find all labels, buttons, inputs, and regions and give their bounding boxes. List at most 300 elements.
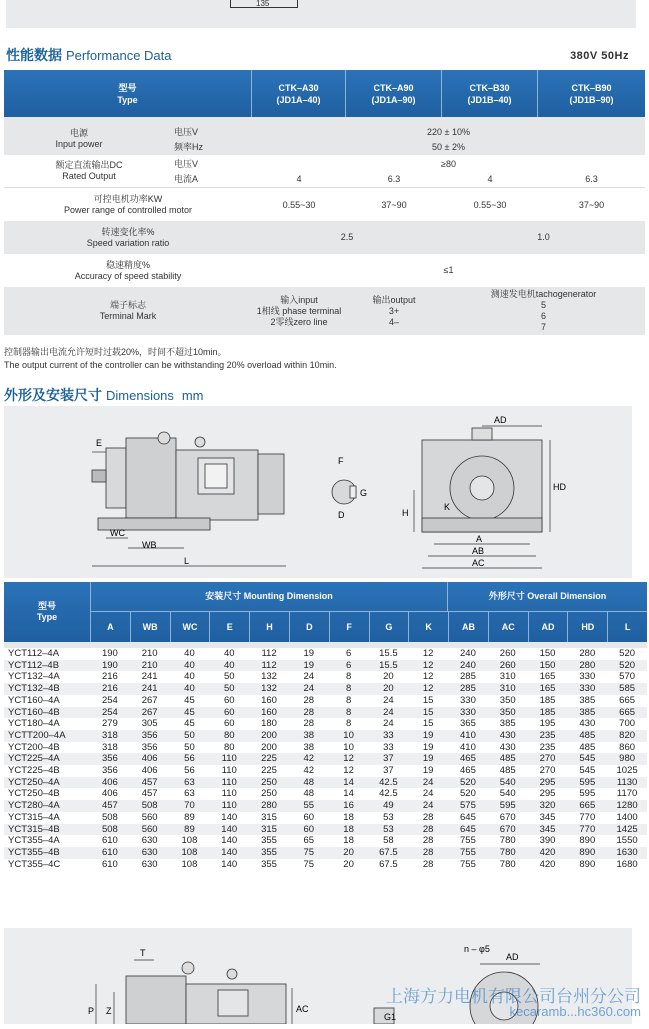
type-cell: YCT112–4B xyxy=(8,659,60,671)
value-cell-wc: 40 xyxy=(184,648,195,659)
model-header-4 xyxy=(538,70,645,117)
model-sub: (JD1B–40) xyxy=(467,94,512,105)
label-K: K xyxy=(444,502,451,512)
value-cell-wc: 40 xyxy=(184,683,195,695)
value-cell-ad: 165 xyxy=(539,683,556,695)
label-AB: AB xyxy=(472,546,485,556)
value-cell-d: 38 xyxy=(303,741,315,753)
dimensions-section-title xyxy=(4,385,203,405)
value-cell-hd: 890 xyxy=(579,858,596,870)
value-cell-l: 1170 xyxy=(616,788,638,800)
overload-note-en: The output current of the controller can be withstanding 20% overload within 10min. xyxy=(4,360,337,370)
row-power-range xyxy=(4,187,645,221)
watermark-company: 上海方力电机有限公司台州分公司 xyxy=(386,987,641,1007)
value-cell-l: 1130 xyxy=(616,776,638,788)
value-cell-f: 18 xyxy=(343,823,354,835)
value-cell-ab: 755 xyxy=(460,846,476,858)
value-cell-hd: 330 xyxy=(579,683,596,695)
table-row xyxy=(4,812,647,824)
label-cn: 转速变化率% xyxy=(101,226,155,237)
label-cn: 额定直流输出DC xyxy=(55,160,123,170)
value-cell-e: 110 xyxy=(221,800,237,812)
label-G: G xyxy=(360,488,368,498)
value-cell-wb: 457 xyxy=(141,788,158,800)
value-cell-l: 665 xyxy=(619,694,636,706)
performance-title-cn: 性能数据 xyxy=(6,47,62,63)
value-cell-d: 19 xyxy=(303,648,315,659)
value-cell-a: 254 xyxy=(101,694,118,706)
value-cell-ac: 485 xyxy=(499,765,516,776)
value-cell-h: 315 xyxy=(261,811,277,823)
value-cell-ad: 195 xyxy=(539,718,556,730)
model-header-1 xyxy=(252,70,346,117)
type-header-en: Type xyxy=(36,612,58,622)
value-cell-g: 24 xyxy=(383,706,394,718)
type-header-cn: 型号 xyxy=(118,82,137,93)
value-cell-g: 67.5 xyxy=(379,858,398,870)
type-cell: YCT315–4A xyxy=(8,811,60,823)
label-H: H xyxy=(402,508,409,518)
value-cell-ab: 410 xyxy=(460,741,476,753)
value-cell-ab: 645 xyxy=(460,811,476,823)
value-cell-k: 28 xyxy=(422,835,434,847)
column-header-e: E xyxy=(209,612,249,642)
value-cell-wc: 45 xyxy=(184,694,195,706)
output-current-value: 6.3 xyxy=(387,173,401,184)
terminal-input-line2: 2零线zero line xyxy=(270,316,328,327)
value-cell-ac: 780 xyxy=(499,835,516,847)
mounting-dimension-header: 安装尺寸 Mounting Dimension xyxy=(90,582,447,612)
table-row xyxy=(4,753,647,765)
value-cell-d: 65 xyxy=(303,835,315,847)
value-cell-e: 110 xyxy=(221,776,237,788)
value-cell-ab: 645 xyxy=(460,823,476,835)
model-sub: (JD1A–40) xyxy=(276,94,321,105)
value-cell-h: 200 xyxy=(261,741,277,753)
value-cell-ad: 320 xyxy=(539,800,556,812)
terminal-tacho-6: 6 xyxy=(540,311,546,321)
value-cell-ab: 410 xyxy=(460,729,476,741)
terminal-output xyxy=(346,287,442,335)
value-cell-g: 20 xyxy=(383,683,394,695)
value-cell-ac: 350 xyxy=(499,694,516,706)
value-cell-g: 37 xyxy=(383,753,394,765)
value-cell-a: 406 xyxy=(101,776,118,788)
value-cell-hd: 385 xyxy=(579,706,596,718)
value-cell-wb: 241 xyxy=(141,671,158,683)
value-cell-h: 225 xyxy=(261,765,277,776)
value-cell-k: 12 xyxy=(422,648,434,659)
type-cell: YCT355–4C xyxy=(8,858,61,870)
value-cell-h: 250 xyxy=(261,788,277,800)
table-row xyxy=(4,695,647,707)
value-cell-hd: 595 xyxy=(579,788,596,800)
value-cell-l: 1630 xyxy=(616,846,638,858)
value-cell-e: 140 xyxy=(221,835,238,847)
value-cell-wc: 56 xyxy=(184,753,195,765)
value-cell-ab: 240 xyxy=(460,659,476,671)
value-cell-wc: 56 xyxy=(184,765,195,776)
shaft-detail xyxy=(332,480,356,504)
value-cell-e: 60 xyxy=(223,694,235,706)
value-cell-wb: 457 xyxy=(141,776,158,788)
model-header-2 xyxy=(346,70,442,117)
value-cell-f: 8 xyxy=(345,683,352,695)
value-cell-wb: 210 xyxy=(141,659,158,671)
value-cell-wc: 108 xyxy=(181,846,198,858)
value-cell-ac: 540 xyxy=(499,788,516,800)
type-cell: YCT225–4B xyxy=(8,765,60,776)
model-name: CTK–A30 xyxy=(278,82,319,93)
value-cell-l: 1550 xyxy=(616,835,638,847)
value-cell-k: 19 xyxy=(422,753,434,765)
value-cell-a: 216 xyxy=(101,671,118,683)
value-cell-wc: 89 xyxy=(184,823,195,835)
table-row xyxy=(4,660,647,672)
power-range-label xyxy=(4,188,252,222)
terminal-tacho-title: 测速发电机tachogenerator xyxy=(490,289,597,299)
value-cell-wc: 63 xyxy=(184,788,195,800)
value-cell-wc: 89 xyxy=(184,811,195,823)
value-cell-ab: 330 xyxy=(460,694,476,706)
type-cell: YCT160–4A xyxy=(8,694,60,706)
value-cell-hd: 665 xyxy=(579,800,596,812)
value-cell-f: 8 xyxy=(345,694,352,706)
value-cell-a: 318 xyxy=(101,741,118,753)
terminal-output-line1: 3+ xyxy=(388,305,400,316)
table-row xyxy=(4,835,647,847)
table-row xyxy=(4,824,647,836)
value-cell-ab: 520 xyxy=(460,788,476,800)
speed-ratio-value-a: 2.5 xyxy=(340,232,354,242)
power-range-value: 37~90 xyxy=(381,199,407,210)
value-cell-wb: 406 xyxy=(141,765,158,776)
motor-end-view xyxy=(422,428,542,532)
value-cell-wb: 406 xyxy=(141,753,158,765)
column-header-wb: WB xyxy=(130,612,170,642)
label-en: Input power xyxy=(55,139,103,149)
motor-side-view xyxy=(92,432,284,530)
column-header-hd: HD xyxy=(567,612,607,642)
value-cell-wb: 241 xyxy=(141,683,158,695)
value-cell-ab: 575 xyxy=(460,800,476,812)
table-row xyxy=(4,859,647,871)
value-cell-hd: 595 xyxy=(579,776,596,788)
value-cell-hd: 430 xyxy=(579,718,596,730)
value-cell-k: 28 xyxy=(422,823,434,835)
value-cell-wc: 45 xyxy=(184,706,195,718)
value-cell-wc: 108 xyxy=(181,835,198,847)
value-cell-k: 15 xyxy=(422,706,434,718)
value-cell-wb: 356 xyxy=(141,741,158,753)
value-cell-wc: 63 xyxy=(184,776,195,788)
table-row xyxy=(4,777,647,789)
table-row xyxy=(4,671,647,683)
row-input-power xyxy=(4,123,645,155)
model-header-3 xyxy=(442,70,538,117)
value-cell-wb: 560 xyxy=(141,823,158,835)
value-cell-ac: 780 xyxy=(499,858,516,870)
value-cell-a: 190 xyxy=(101,659,118,671)
value-cell-g: 15.5 xyxy=(379,659,398,671)
value-cell-k: 19 xyxy=(422,729,434,741)
value-cell-ac: 670 xyxy=(499,823,516,835)
input-voltage-value: 220 ± 10% xyxy=(427,126,470,137)
value-cell-wc: 45 xyxy=(184,718,195,730)
value-cell-hd: 545 xyxy=(579,753,596,765)
value-cell-hd: 485 xyxy=(579,729,596,741)
value-cell-hd: 330 xyxy=(579,671,596,683)
output-current-value: 4 xyxy=(296,173,302,184)
value-cell-f: 16 xyxy=(343,800,354,812)
value-cell-k: 12 xyxy=(422,659,434,671)
value-cell-k: 19 xyxy=(422,741,434,753)
label-AC: AC xyxy=(472,558,485,568)
terminal-tacho-5: 5 xyxy=(540,300,546,310)
terminal-output-title: 输出output xyxy=(372,294,416,305)
label-en: Rated Output xyxy=(62,171,116,181)
table-row xyxy=(4,765,647,777)
top-drawing-panel xyxy=(6,0,636,28)
input-freq-label: 频率Hz xyxy=(174,141,203,152)
type-cell: YCT200–4B xyxy=(8,741,60,753)
value-cell-k: 15 xyxy=(422,718,434,730)
value-cell-e: 80 xyxy=(223,729,235,741)
label-en: Power range of controlled motor xyxy=(63,205,193,215)
type-cell: YCT180–4A xyxy=(8,718,60,730)
type-cell: YCT355–4A xyxy=(8,835,60,847)
value-cell-h: 200 xyxy=(261,729,277,741)
value-cell-h: 355 xyxy=(261,835,277,847)
terminal-tacho xyxy=(442,287,645,335)
value-cell-g: 53 xyxy=(383,811,394,823)
dimensions-table-header xyxy=(4,582,647,642)
column-header-h: H xyxy=(249,612,289,642)
value-cell-wb: 630 xyxy=(141,835,158,847)
value-cell-wb: 267 xyxy=(141,706,158,718)
value-cell-e: 140 xyxy=(221,858,238,870)
label-cn: 端子标志 xyxy=(109,300,146,310)
value-cell-ac: 780 xyxy=(499,846,516,858)
value-cell-e: 140 xyxy=(221,846,238,858)
value-cell-g: 42.5 xyxy=(379,788,398,800)
label-en: Terminal Mark xyxy=(99,311,157,321)
performance-title-en: Performance Data xyxy=(66,48,172,63)
value-cell-d: 55 xyxy=(303,800,315,812)
value-cell-ac: 260 xyxy=(499,659,516,671)
output-current-value: 4 xyxy=(487,173,493,184)
dimensions-title-cn: 外形及安装尺寸 xyxy=(4,387,102,403)
value-cell-d: 42 xyxy=(303,765,315,776)
overall-dimension-header: 外形尺寸 Overall Dimension xyxy=(447,582,647,612)
type-header-cn: 型号 xyxy=(37,601,56,611)
value-cell-f: 18 xyxy=(343,835,354,847)
value-cell-g: 33 xyxy=(383,741,394,753)
value-cell-ab: 520 xyxy=(460,776,476,788)
value-cell-d: 42 xyxy=(303,753,315,765)
power-range-value: 0.55~30 xyxy=(282,199,316,210)
dimensions-unit: mm xyxy=(181,388,204,403)
label-Z: Z xyxy=(106,1006,112,1016)
value-cell-hd: 485 xyxy=(579,741,596,753)
value-cell-e: 60 xyxy=(223,718,235,730)
label-cn: 电源 xyxy=(69,128,88,138)
value-cell-d: 38 xyxy=(303,729,315,741)
terminal-input xyxy=(252,287,346,335)
value-cell-h: 132 xyxy=(261,671,277,683)
table-row xyxy=(4,730,647,742)
value-cell-k: 12 xyxy=(422,683,434,695)
value-cell-f: 10 xyxy=(343,729,354,741)
value-cell-d: 28 xyxy=(303,706,315,718)
value-cell-ad: 420 xyxy=(539,858,556,870)
value-cell-h: 355 xyxy=(261,846,277,858)
value-cell-ab: 755 xyxy=(460,835,476,847)
value-cell-ac: 595 xyxy=(499,800,516,812)
value-cell-f: 6 xyxy=(345,648,352,659)
power-range-value: 0.55~30 xyxy=(473,199,507,210)
value-cell-a: 508 xyxy=(101,823,118,835)
value-cell-wc: 50 xyxy=(184,729,195,741)
value-cell-e: 140 xyxy=(221,823,238,835)
terminal-mark-label xyxy=(4,287,252,335)
terminal-output-line2: 4– xyxy=(388,316,399,327)
type-cell: YCT315–4B xyxy=(8,823,60,835)
value-cell-d: 24 xyxy=(303,683,315,695)
value-cell-ad: 235 xyxy=(539,741,556,753)
dimension-label-135: 135 xyxy=(256,0,270,8)
input-freq-value: 50 ± 2% xyxy=(432,141,465,152)
model-name: CTK–B30 xyxy=(469,82,510,93)
value-cell-ac: 385 xyxy=(499,718,516,730)
value-cell-wb: 508 xyxy=(141,800,158,812)
column-header-d: D xyxy=(289,612,329,642)
value-cell-e: 60 xyxy=(223,706,235,718)
value-cell-g: 33 xyxy=(383,729,394,741)
terminal-input-title: 输入input xyxy=(280,294,318,305)
value-cell-k: 12 xyxy=(422,671,434,683)
label-AD: AD xyxy=(494,415,507,425)
value-cell-wb: 267 xyxy=(141,694,158,706)
overload-note-cn: 控制器输出电流允许短时过载20%，时间不超过10min。 xyxy=(4,347,227,357)
value-cell-e: 40 xyxy=(223,659,235,671)
value-cell-e: 50 xyxy=(223,683,235,695)
label-cn: 稳速精度% xyxy=(105,259,150,270)
value-cell-e: 40 xyxy=(223,648,235,659)
value-cell-h: 280 xyxy=(261,800,277,812)
value-cell-wc: 40 xyxy=(184,671,195,683)
value-cell-hd: 770 xyxy=(579,811,596,823)
value-cell-wb: 560 xyxy=(141,811,158,823)
speed-ratio-value-b: 1.0 xyxy=(537,232,550,242)
value-cell-d: 75 xyxy=(303,846,315,858)
value-cell-l: 820 xyxy=(619,729,636,741)
value-cell-h: 180 xyxy=(261,718,277,730)
table-row xyxy=(4,742,647,754)
value-cell-f: 14 xyxy=(343,776,354,788)
speed-ratio-label xyxy=(4,221,252,254)
value-cell-f: 18 xyxy=(343,811,354,823)
value-cell-ad: 295 xyxy=(539,776,556,788)
model-name: CTK–B90 xyxy=(571,82,612,93)
value-cell-d: 60 xyxy=(303,823,315,835)
value-cell-g: 42.5 xyxy=(379,776,398,788)
label-AD-bottom: AD xyxy=(506,952,519,962)
label-D: D xyxy=(338,510,345,520)
value-cell-wb: 305 xyxy=(141,718,158,730)
model-sub: (JD1B–90) xyxy=(569,94,614,105)
label-HD: HD xyxy=(553,482,566,492)
table-row xyxy=(4,648,647,660)
value-cell-d: 24 xyxy=(303,671,315,683)
type-cell: YCT160–4B xyxy=(8,706,60,718)
value-cell-ad: 150 xyxy=(539,659,556,671)
dimensions-title-en: Dimensions xyxy=(106,388,174,403)
value-cell-g: 37 xyxy=(383,765,394,776)
value-cell-a: 279 xyxy=(101,718,118,730)
label-L: L xyxy=(184,556,190,566)
value-cell-d: 48 xyxy=(303,776,315,788)
value-cell-ac: 670 xyxy=(499,811,516,823)
row-rated-output xyxy=(4,155,645,187)
value-cell-ac: 350 xyxy=(499,706,516,718)
value-cell-hd: 890 xyxy=(579,846,596,858)
value-cell-k: 15 xyxy=(422,694,434,706)
value-cell-g: 20 xyxy=(383,671,394,683)
dimension-drawing-panel xyxy=(4,406,632,578)
value-cell-ac: 310 xyxy=(499,683,516,695)
value-cell-a: 457 xyxy=(101,800,118,812)
value-cell-k: 19 xyxy=(422,765,434,776)
value-cell-ac: 430 xyxy=(499,741,516,753)
value-cell-a: 610 xyxy=(101,858,118,870)
value-cell-g: 15.5 xyxy=(379,648,398,659)
value-cell-e: 110 xyxy=(221,788,237,800)
value-cell-f: 10 xyxy=(343,741,354,753)
value-cell-l: 1425 xyxy=(616,823,638,835)
output-voltage-value: ≥80 xyxy=(441,158,456,169)
value-cell-ac: 485 xyxy=(499,753,516,765)
table-row xyxy=(4,800,647,812)
type-cell: YCT250–4A xyxy=(8,776,60,788)
value-cell-k: 28 xyxy=(422,846,434,858)
value-cell-a: 254 xyxy=(101,706,118,718)
value-cell-ab: 465 xyxy=(460,753,476,765)
input-voltage-label: 电压V xyxy=(174,126,199,137)
label-F: F xyxy=(338,456,344,466)
value-cell-l: 1680 xyxy=(616,858,638,870)
value-cell-f: 8 xyxy=(345,706,352,718)
value-cell-k: 24 xyxy=(422,800,434,812)
row-speed-accuracy xyxy=(4,254,645,287)
value-cell-hd: 770 xyxy=(579,823,596,835)
value-cell-ad: 165 xyxy=(539,671,556,683)
value-cell-l: 700 xyxy=(619,718,636,730)
table-row xyxy=(4,847,647,859)
value-cell-ac: 260 xyxy=(499,648,516,659)
column-header-ad: AD xyxy=(528,612,568,642)
value-cell-d: 48 xyxy=(303,788,315,800)
value-cell-hd: 545 xyxy=(579,765,596,776)
value-cell-wc: 108 xyxy=(181,858,198,870)
label-P: P xyxy=(88,1006,95,1016)
value-cell-hd: 280 xyxy=(579,648,596,659)
value-cell-a: 356 xyxy=(101,753,118,765)
type-header xyxy=(4,70,252,117)
value-cell-h: 355 xyxy=(261,858,277,870)
value-cell-ab: 365 xyxy=(460,718,476,730)
column-header-ab: AB xyxy=(448,612,488,642)
